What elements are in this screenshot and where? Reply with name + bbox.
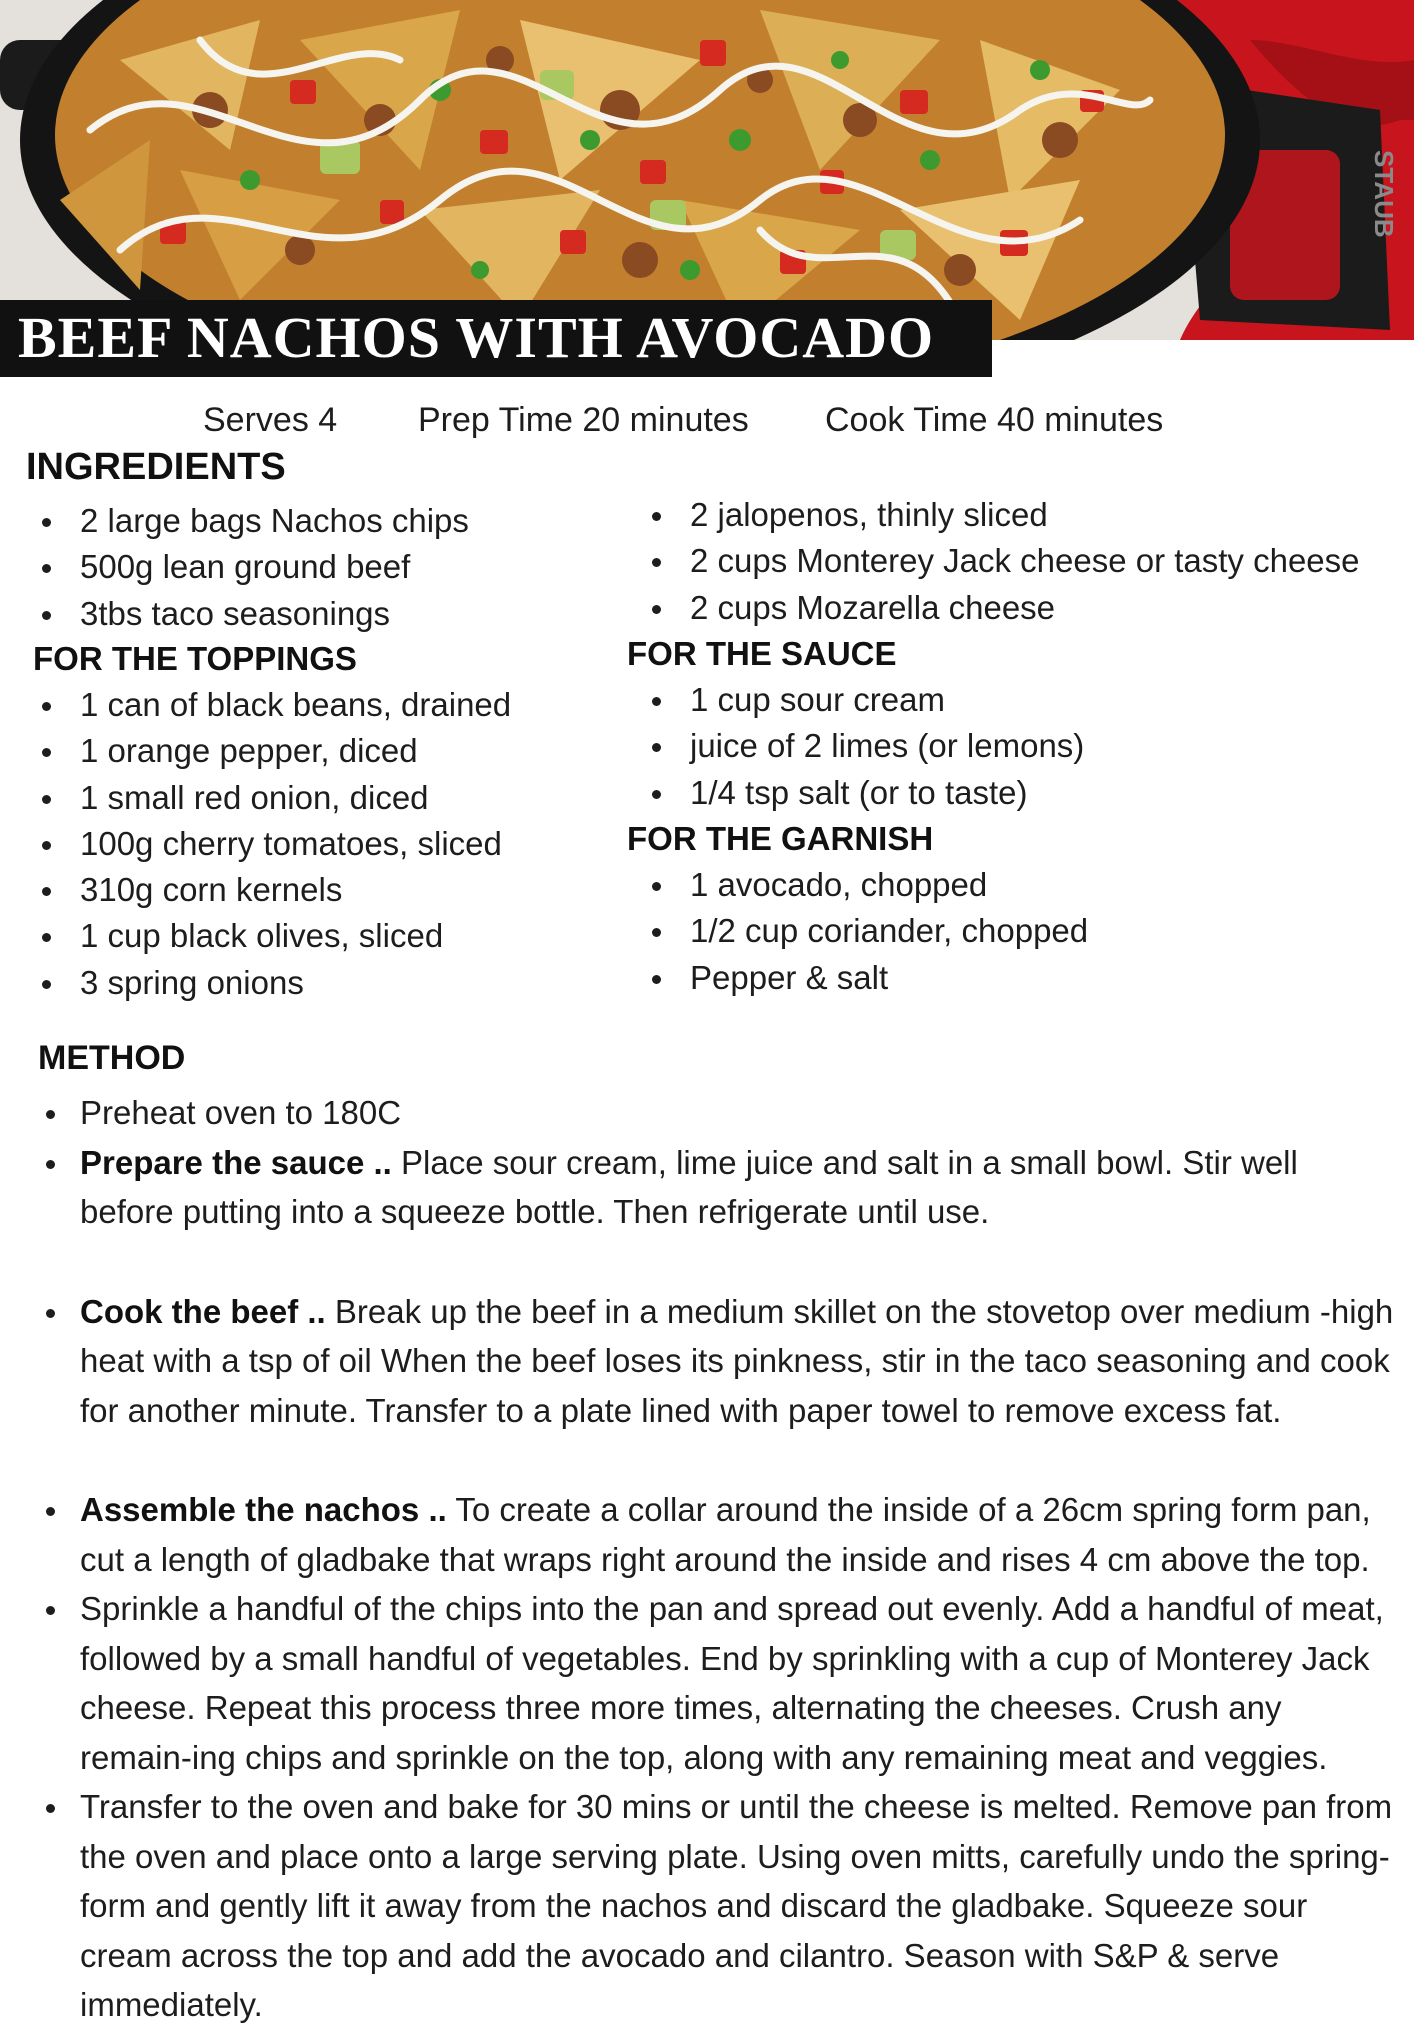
method-step (40, 1138, 1400, 1237)
list-item: 2 jalopenos, thinly sliced (638, 492, 1360, 538)
toppings-list (28, 682, 511, 1006)
garnish-heading: FOR THE GARNISH (627, 820, 934, 857)
method-step (40, 1584, 1400, 1782)
step-text: Break up the beef in a medium skillet on the stovetop over medium -high heat with a tsp of oil When the beef loses its pinkness, stir in the taco seasoning and cook for another minute. Transfer to a plate lined with paper towel to remove excess fat. (80, 1292, 1394, 1429)
sauce-list (638, 677, 1084, 816)
recipe-title: BEEF NACHOS WITH AVOCADO (18, 305, 935, 370)
list-item: 1 avocado, chopped (638, 862, 1088, 908)
list-item: 1 cup sour cream (638, 677, 1084, 723)
step-text: Preheat oven to 180C (80, 1094, 402, 1131)
method-step (40, 1088, 1400, 1138)
list-item: 500g lean ground beef (28, 544, 469, 590)
step-lead: Prepare the sauce .. (80, 1143, 392, 1181)
ingredients-heading: INGREDIENTS (26, 446, 286, 488)
list-item: 1 orange pepper, diced (28, 728, 511, 774)
step-lead: Assemble the nachos .. (80, 1491, 447, 1528)
serves: Serves 4 (203, 401, 338, 439)
method-step (40, 1485, 1400, 1584)
main-ingredients-list (28, 498, 469, 637)
list-item: 310g corn kernels (28, 867, 511, 913)
list-item: 2 cups Monterey Jack cheese or tasty cheese (638, 538, 1360, 584)
step-text: Place sour cream, lime juice and salt in a small bowl. Stir well before putting into a squeeze bottle. Then refrigerate until use. (80, 1143, 1298, 1230)
list-item: 1/4 tsp salt (or to taste) (638, 770, 1084, 816)
list-item: 1 can of black beans, drained (28, 682, 511, 728)
method-steps (40, 1088, 1400, 2030)
step-text: Sprinkle a handful of the chips into the pan and spread out evenly. Add a handful of meat, followed by a small handful of vegetables. End by sprinkling with a cup of Monterey Jack cheese. Repeat this process three more times, alternating the cheeses. Crush any remain-ing chips and sprinkle on the top, along with any remaining meat and veggies. (80, 1590, 1384, 1776)
list-item: 2 large bags Nachos chips (28, 498, 469, 544)
cook-time: Cook Time 40 minutes (825, 401, 1164, 439)
sauce-heading: FOR THE SAUCE (627, 635, 897, 672)
list-item: juice of 2 limes (or lemons) (638, 723, 1084, 769)
list-item: 3 spring onions (28, 960, 511, 1006)
prep-time: Prep Time 20 minutes (418, 401, 749, 439)
list-item: Pepper & salt (638, 955, 1088, 1001)
step-text: Transfer to the oven and bake for 30 mins or until the cheese is melted. Remove pan from the oven and place onto a large serving plate. Using oven mitts, carefully undo the spring-form and gently lift it away from the nachos and discard the gladbake. Squeeze sour cream across the top and add the avocado and cilantro. Season with S&P & serve immediately. (80, 1788, 1393, 2023)
toppings-heading: FOR THE TOPPINGS (33, 640, 357, 677)
hero-photo (0, 0, 1414, 340)
step-lead: Cook the beef .. (80, 1292, 326, 1330)
method-step (40, 1287, 1400, 1436)
nachos-pan-image (0, 0, 1414, 340)
list-item: 1 small red onion, diced (28, 775, 511, 821)
pan-brand-text: STAUB (1369, 150, 1399, 238)
list-item: 1/2 cup coriander, chopped (638, 908, 1088, 954)
list-item: 2 cups Mozarella cheese (638, 585, 1360, 631)
step-text: To create a collar around the inside of a 26cm spring form pan, cut a length of gladbake that wraps right around the inside and rises 4 cm above the top. (80, 1491, 1371, 1578)
list-item: 100g cherry tomatoes, sliced (28, 821, 511, 867)
cheese-list (638, 492, 1360, 631)
method-heading: METHOD (38, 1039, 186, 1077)
list-item: 3tbs taco seasonings (28, 591, 469, 637)
garnish-list (638, 862, 1088, 1001)
list-item: 1 cup black olives, sliced (28, 913, 511, 959)
method-step (40, 1782, 1400, 2030)
